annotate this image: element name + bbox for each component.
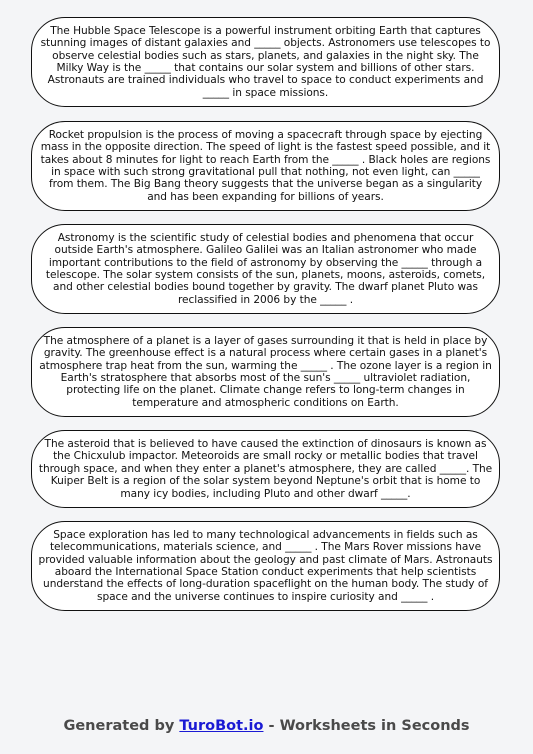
passage-text: Rocket propulsion is the process of moving a spacecraft through space by ejecting mass in the opposite direction. The speed of light is the fastest speed possible, and it takes about 8 minutes for light to reach Earth from the _____ . Black holes are regions in space with such strong gravitational pull that nothing, not even light, can _____ from them. The Big Bang theory suggests that the universe began as a singularity and has been expanding for billions of years. <box>40 128 491 203</box>
passage-card <box>31 17 500 107</box>
footer-suffix: - Worksheets in Seconds <box>263 718 470 734</box>
passage-card <box>31 327 500 417</box>
passage-card <box>31 121 500 211</box>
passage-card <box>31 521 500 611</box>
passage-text: Space exploration has led to many technological advancements in fields such as telecommunications, materials science, and _____ . The Mars Rover missions have provided valuable information about the geology and past climate of Mars. Astronauts aboard the International Space Station conduct experiments that help scientists understand the effects of long-duration spaceflight on the human body. The study of space and the universe continues to inspire curiosity and _____ . <box>38 528 493 603</box>
passage-text: Astronomy is the scientific study of celestial bodies and phenomena that occur outside Earth's atmosphere. Galileo Galilei was an Italian astronomer who made important contributions to the field of astronomy by observing the _____ through a telescope. The solar system consists of the sun, planets, moons, asteroids, comets, and other celestial bodies bound together by gravity. The dwarf planet Pluto was reclassified in 2006 by the _____ . <box>45 231 486 306</box>
passage-text: The Hubble Space Telescope is a powerful instrument orbiting Earth that captures stunning images of distant galaxies and _____ objects. Astronomers use telescopes to observe celestial bodies such as stars, planets, and galaxies in the night sky. The Milky Way is the _____ that contains our solar system and billions of other stars. Astronauts are trained individuals who travel to space to conduct experiments and _____ in space missions. <box>40 24 491 99</box>
footer-credit <box>0 718 533 734</box>
footer-prefix: Generated by <box>63 718 180 734</box>
passage-card <box>31 224 500 314</box>
passage-text: The atmosphere of a planet is a layer of gases surrounding it that is held in place by gravity. The greenhouse effect is a natural process where certain gases in a planet's atmosphere trap heat from the sun, warming the _____ . The ozone layer is a region in Earth's stratosphere that absorbs most of the sun's _____ ultraviolet radiation, protecting life on the planet. Climate change refers to long-term changes in temperature and atmospheric conditions on Earth. <box>39 334 492 409</box>
brand-link[interactable]: TuroBot.io <box>179 718 264 734</box>
passage-text: The asteroid that is believed to have caused the extinction of dinosaurs is known as the Chicxulub impactor. Meteoroids are small rocky or metallic bodies that travel through space, and when they enter a planet's atmosphere, they are called _____. The Kuiper Belt is a region of the solar system beyond Neptune's orbit that is home to many icy bodies, including Pluto and other dwarf _____. <box>38 437 493 500</box>
passage-card <box>31 430 500 508</box>
